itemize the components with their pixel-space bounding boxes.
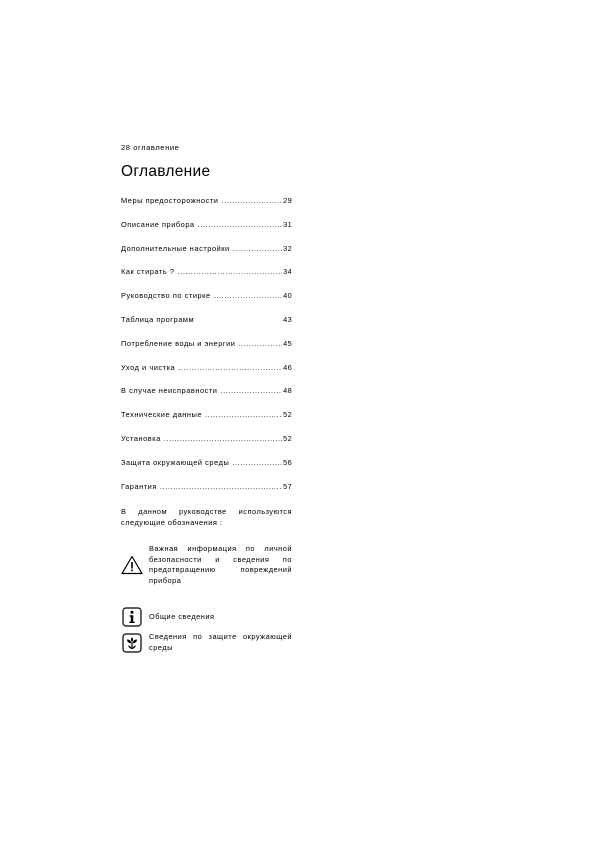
toc-leader-dots [198, 220, 283, 229]
toc-entry-page: 34 [283, 267, 292, 277]
symbols-intro: В данном руководстве используются следующие обозначения : [121, 507, 292, 527]
toc-leader-dots [178, 267, 283, 276]
legend-eco-text: Сведения по защите окружающей среды [149, 632, 292, 652]
toc-entry[interactable] [121, 220, 292, 244]
toc-entry[interactable] [121, 410, 292, 434]
toc-entry-page: 43 [283, 314, 292, 324]
toc-entry-label: Как стирать ? [121, 267, 175, 277]
toc-entry-page: 32 [283, 243, 292, 253]
toc-entry-label: Установка [121, 433, 161, 443]
toc-entry[interactable] [121, 482, 292, 506]
toc-entry-page: 40 [283, 291, 292, 301]
toc-entry[interactable] [121, 196, 292, 220]
toc-entry[interactable] [121, 244, 292, 268]
toc-entry-page: 45 [283, 338, 292, 348]
toc-entry[interactable] [121, 363, 292, 387]
toc-entry-page: 57 [283, 481, 292, 491]
toc-leader-dots [232, 458, 282, 467]
environment-flower-icon [121, 633, 143, 653]
toc-leader-dots [214, 291, 282, 300]
toc-entry[interactable] [121, 267, 292, 291]
warning-triangle-icon [121, 555, 143, 575]
toc-entry-page: 29 [283, 196, 292, 205]
table-of-contents [121, 196, 292, 505]
legend-eco [121, 632, 292, 653]
toc-entry[interactable] [121, 386, 292, 410]
toc-entry-label: Потребление воды и энергии [121, 338, 236, 348]
toc-entry-label: Гарантия [121, 481, 157, 491]
toc-leader-dots [160, 482, 282, 491]
toc-entry[interactable] [121, 458, 292, 482]
toc-entry-page: 52 [283, 433, 292, 443]
legend-info [121, 607, 292, 627]
toc-entry[interactable] [121, 291, 292, 315]
toc-leader-dots [238, 339, 282, 348]
toc-entry-label: Технические данные [121, 410, 203, 420]
toc-entry-page: 46 [283, 362, 292, 372]
legend-info-text: Общие сведения [149, 611, 215, 621]
toc-leader-dots [233, 244, 282, 253]
legend-warning [121, 544, 292, 586]
toc-leader-dots [205, 410, 282, 419]
toc-entry[interactable] [121, 339, 292, 363]
running-head: 28 оглавление [121, 143, 180, 152]
legend-warning-text: Важная информация по личной безопасности и сведения по предотвращению повреждений прибора [149, 544, 292, 585]
toc-entry-label: Таблица программ [121, 314, 195, 324]
toc-entry[interactable] [121, 315, 292, 339]
toc-entry-label: Руководство по стирке [121, 291, 211, 301]
info-icon [121, 607, 143, 627]
toc-entry-page: 31 [283, 219, 292, 229]
toc-entry-page: 56 [283, 457, 292, 467]
toc-entry-label: Описание прибора [121, 219, 195, 229]
toc-entry[interactable] [121, 434, 292, 458]
toc-leader-dots [221, 196, 282, 205]
toc-entry-page: 48 [283, 386, 292, 396]
toc-entry-page: 52 [283, 410, 292, 420]
toc-entry-label: Меры предосторожности [121, 196, 219, 205]
toc-leader-dots [220, 386, 282, 395]
toc-leader-dots [178, 363, 282, 372]
toc-leader-dots [164, 434, 282, 443]
toc-entry-label: Дополнительные настройки [121, 243, 230, 253]
page-title: Оглавление [121, 163, 211, 180]
toc-entry-label: Защита окружающей среды [121, 457, 230, 467]
toc-entry-label: Уход и чистка [121, 362, 176, 372]
toc-entry-label: В случае неисправности [121, 386, 218, 396]
